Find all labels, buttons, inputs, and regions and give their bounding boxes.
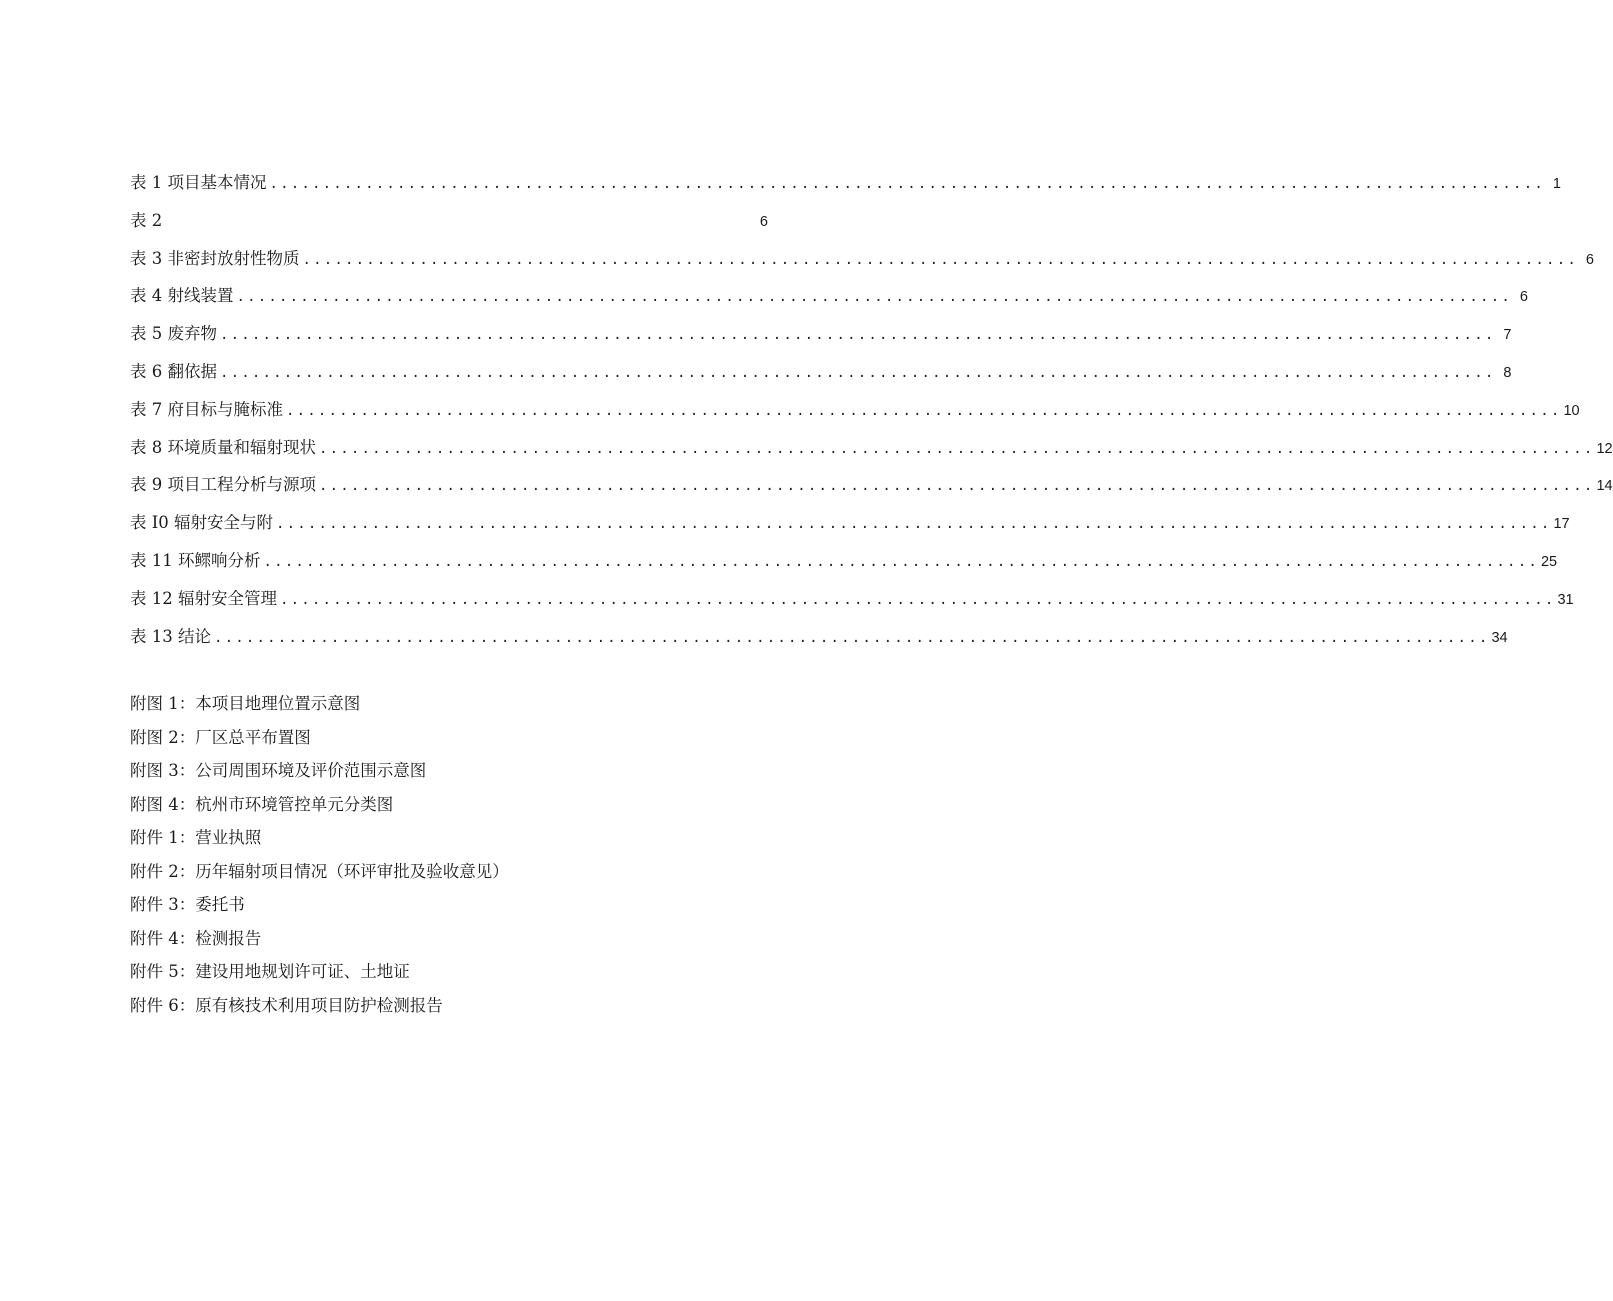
toc-dot-leader: ........................................................................................................................ — [236, 289, 1512, 306]
toc-entry-label: 表 13 结论 — [130, 626, 211, 646]
toc-dot-leader: ........................................................................................................................ — [269, 176, 1545, 192]
toc-entry-label: 表 2 — [130, 210, 163, 230]
toc-entry-page: 8 — [1503, 364, 1512, 381]
appendix-item[interactable]: 附件 5：建设用地规划许可证、土地证 — [130, 962, 410, 981]
toc-dot-leader: ........................................................................................................................ — [302, 251, 1578, 268]
table-of-contents — [130, 169, 1613, 660]
toc-entry[interactable] — [130, 547, 1558, 585]
toc-entry-label: 表 5 废弃物 — [130, 324, 217, 344]
toc-entry-label: 表 6 翻依据 — [130, 361, 217, 381]
toc-entry[interactable] — [130, 471, 1613, 509]
toc-dot-leader: ........................................................................................................................ — [220, 327, 1496, 344]
toc-entry-page: 7 — [1503, 327, 1512, 344]
appendix-item[interactable]: 附件 4：检测报告 — [130, 928, 262, 948]
toc-entry[interactable] — [130, 169, 1561, 207]
toc-entry-page: 6 — [1519, 289, 1528, 306]
toc-entry[interactable] — [130, 245, 1594, 283]
toc-dot-leader: ........................................................................................................................ — [214, 629, 1490, 646]
appendix-item[interactable]: 附件 1：营业执照 — [130, 828, 262, 847]
toc-entry[interactable] — [130, 358, 1512, 396]
toc-entry[interactable] — [130, 434, 1613, 472]
toc-entry-label: 表 I0 辐射安全与附 — [130, 513, 274, 533]
toc-entry-label: 表 7 府目标与腌标准 — [130, 399, 283, 419]
toc-entry-page: 34 — [1491, 629, 1508, 646]
toc-entry[interactable] — [130, 509, 1570, 547]
toc-entry-page: 6 — [1585, 251, 1594, 268]
toc-entry-label: 表 4 射线装置 — [130, 286, 234, 306]
toc-dot-leader: ........................................................................................................................ — [263, 553, 1539, 570]
toc-entry-page: 6 — [759, 213, 768, 230]
appendix-item[interactable]: 附件 6：原有核技术利用项目防护检测报告 — [130, 995, 443, 1015]
appendix-item[interactable]: 附图 3：公司周围环境及评价范围示意图 — [130, 761, 427, 780]
toc-entry-label: 表 8 环境质量和辐射现状 — [130, 437, 316, 457]
toc-entry-page: 17 — [1553, 516, 1570, 533]
toc-dot-leader: ........................................................................................................................ — [280, 591, 1556, 608]
appendix-item[interactable]: 附件 2：历年辐射项目情况（环评审批及验收意见） — [130, 861, 509, 881]
toc-entry-page: 10 — [1563, 402, 1580, 419]
appendix-list — [130, 690, 509, 1025]
appendix-item[interactable]: 附件 3：委托书 — [130, 895, 245, 914]
toc-entry[interactable] — [130, 585, 1574, 623]
toc-entry[interactable] — [130, 320, 1512, 358]
toc-entry[interactable] — [130, 207, 768, 245]
toc-entry-label: 表 9 项目工程分析与源项 — [130, 475, 316, 495]
appendix-item[interactable]: 附图 2：厂区总平布置图 — [130, 727, 311, 747]
toc-dot-leader: ........................................................................................................................ — [319, 478, 1595, 495]
toc-entry[interactable] — [130, 623, 1508, 661]
toc-entry-label: 表 12 辐射安全管理 — [130, 588, 277, 608]
toc-entry-page: 25 — [1540, 553, 1558, 570]
appendix-item[interactable]: 附图 1：本项目地理位置示意图 — [130, 694, 361, 713]
toc-entry-label: 表 11 环鳏响分析 — [130, 550, 261, 570]
toc-entry-page: 14 — [1596, 478, 1613, 495]
toc-entry[interactable] — [130, 282, 1528, 320]
toc-dot-leader: ........................................................................................................................ — [220, 364, 1496, 381]
toc-dot-leader: ........................................................................................................................ — [319, 440, 1595, 457]
toc-dot-leader: ........................................................................................................................ — [276, 516, 1552, 533]
toc-entry-label: 表 1 项目基本情况 — [130, 173, 267, 192]
appendix-item[interactable]: 附图 4：杭州市环境管控单元分类图 — [130, 794, 394, 814]
toc-entry-page: 12 — [1596, 440, 1613, 457]
toc-dot-leader: ........................................................................................................................ — [286, 402, 1562, 419]
toc-entry-label: 表 3 非密封放射性物质 — [130, 248, 300, 268]
toc-entry[interactable] — [130, 396, 1580, 434]
toc-entry-page: 1 — [1552, 176, 1561, 192]
toc-entry-page: 31 — [1557, 591, 1574, 608]
